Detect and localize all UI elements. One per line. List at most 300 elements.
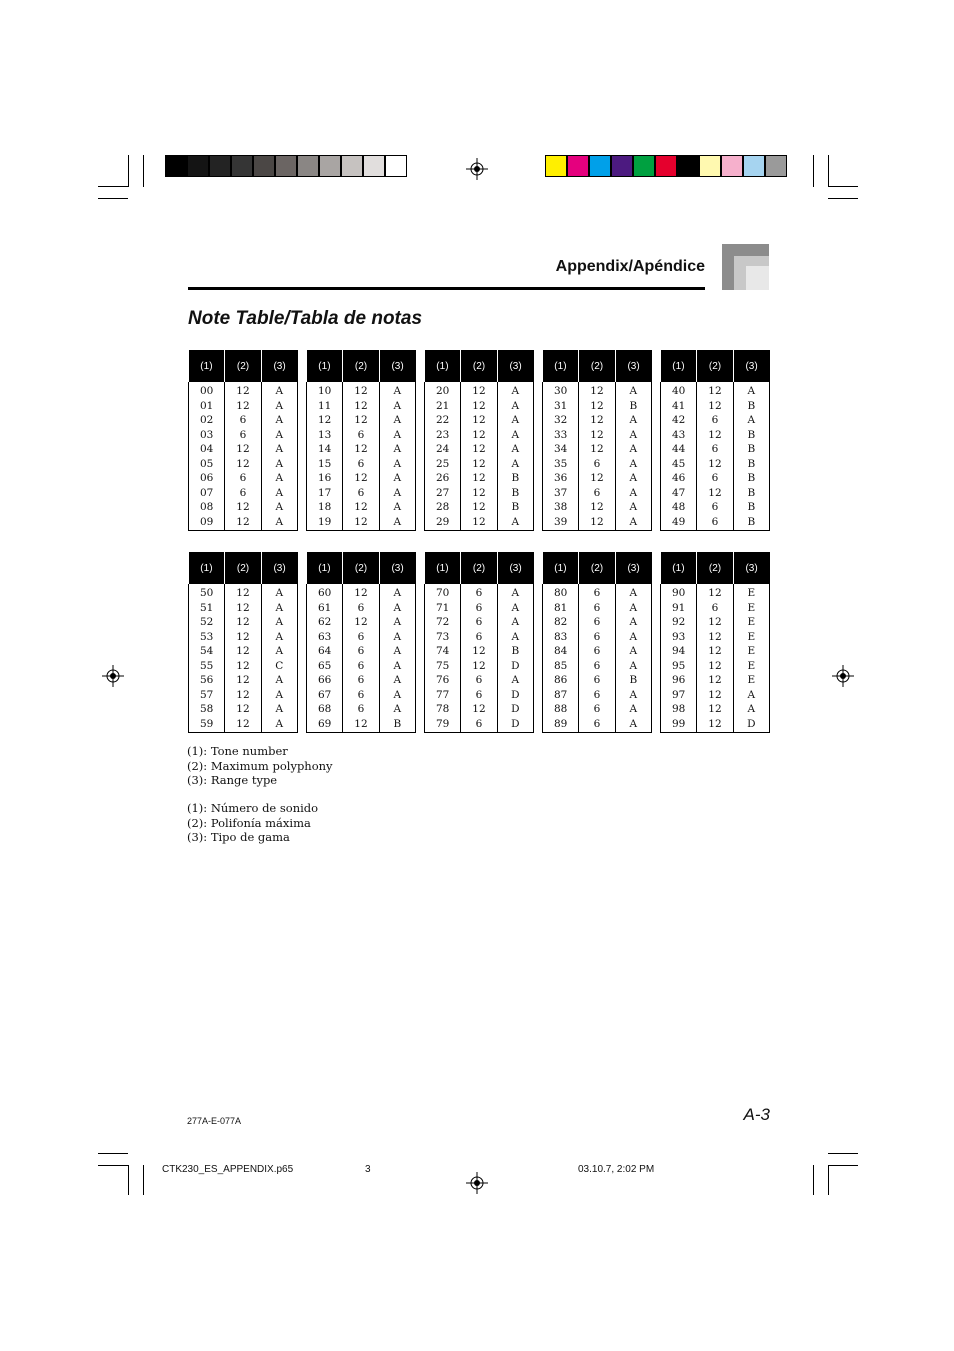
table-cell: A: [379, 413, 415, 428]
table-cell: A: [379, 615, 415, 630]
table-cell: B: [497, 644, 533, 659]
table-cell: 6: [343, 428, 379, 443]
table-row: [189, 471, 298, 486]
table-cell: 12: [461, 500, 497, 515]
crop-mark: [143, 155, 144, 187]
table-cell: 6: [697, 442, 733, 457]
table-cell: 12: [697, 584, 733, 601]
table-row: [661, 413, 770, 428]
table-cell: A: [497, 673, 533, 688]
table-row: [189, 702, 298, 717]
color-swatch: [567, 155, 589, 177]
table-cell: A: [379, 644, 415, 659]
table-row: [661, 399, 770, 414]
table-cell: A: [261, 688, 297, 703]
table-cell: 87: [543, 688, 579, 703]
table-row: [661, 584, 770, 601]
table-cell: A: [615, 471, 651, 486]
table-cell: A: [615, 584, 651, 601]
table-cell: 6: [461, 615, 497, 630]
table-cell: A: [379, 399, 415, 414]
table-cell: B: [733, 471, 769, 486]
table-cell: 08: [189, 500, 225, 515]
table-cell: 12: [697, 382, 733, 399]
table-row: [189, 659, 298, 674]
column-header: (2): [461, 350, 497, 382]
table-cell: 46: [661, 471, 697, 486]
table-row: [661, 442, 770, 457]
table-row: [189, 457, 298, 472]
table-cell: 12: [579, 515, 615, 531]
table-cell: 35: [543, 457, 579, 472]
table-cell: 06: [189, 471, 225, 486]
table-row: [425, 457, 534, 472]
table-cell: 12: [697, 428, 733, 443]
table-row: [543, 428, 652, 443]
column-header: (1): [543, 552, 579, 584]
table-cell: 44: [661, 442, 697, 457]
table-cell: 12: [307, 413, 343, 428]
crop-mark: [98, 1165, 128, 1166]
table-cell: A: [615, 428, 651, 443]
table-row: [425, 500, 534, 515]
table-cell: A: [379, 442, 415, 457]
column-header: (2): [225, 552, 261, 584]
table-row: [189, 673, 298, 688]
table-cell: A: [261, 413, 297, 428]
page-title: Note Table/Tabla de notas: [188, 308, 423, 329]
table-cell: 21: [425, 399, 461, 414]
table-row: [307, 702, 416, 717]
note-table: [542, 350, 652, 531]
table-cell: A: [497, 601, 533, 616]
table-cell: 12: [461, 399, 497, 414]
crop-mark: [128, 155, 129, 187]
table-cell: A: [497, 515, 533, 531]
table-cell: 12: [225, 688, 261, 703]
table-cell: A: [261, 399, 297, 414]
table-cell: A: [261, 644, 297, 659]
table-cell: 12: [343, 399, 379, 414]
table-cell: 67: [307, 688, 343, 703]
table-cell: 12: [579, 471, 615, 486]
table-cell: A: [261, 630, 297, 645]
table-cell: A: [615, 702, 651, 717]
column-header: (3): [497, 350, 533, 382]
table-cell: 64: [307, 644, 343, 659]
table-row: [425, 615, 534, 630]
table-cell: 78: [425, 702, 461, 717]
table-cell: A: [733, 413, 769, 428]
table-row: [425, 399, 534, 414]
table-cell: 60: [307, 584, 343, 601]
table-cell: A: [379, 500, 415, 515]
registration-mark-icon: [102, 665, 124, 687]
table-cell: A: [379, 486, 415, 501]
table-cell: 24: [425, 442, 461, 457]
table-cell: 81: [543, 601, 579, 616]
column-header: (3): [733, 350, 769, 382]
table-row: [189, 382, 298, 399]
table-cell: D: [733, 717, 769, 733]
column-header: (2): [697, 350, 733, 382]
table-cell: A: [261, 442, 297, 457]
table-cell: 12: [225, 717, 261, 733]
table-cell: 12: [225, 702, 261, 717]
table-cell: 55: [189, 659, 225, 674]
table-cell: 6: [579, 630, 615, 645]
table-cell: A: [379, 457, 415, 472]
table-cell: 50: [189, 584, 225, 601]
gray-swatch: [275, 155, 297, 177]
gray-swatch: [363, 155, 385, 177]
table-cell: 6: [343, 673, 379, 688]
table-cell: 07: [189, 486, 225, 501]
table-cell: 12: [343, 442, 379, 457]
table-cell: B: [733, 428, 769, 443]
crop-mark: [828, 155, 829, 187]
table-row: [307, 584, 416, 601]
table-cell: A: [733, 688, 769, 703]
table-cell: 70: [425, 584, 461, 601]
table-cell: 6: [579, 457, 615, 472]
table-row: [543, 500, 652, 515]
table-cell: 6: [461, 584, 497, 601]
table-cell: E: [733, 673, 769, 688]
table-cell: B: [497, 500, 533, 515]
table-cell: 20: [425, 382, 461, 399]
table-cell: 12: [343, 717, 379, 733]
crop-mark: [98, 186, 128, 187]
section-tab-marker-core: [746, 266, 769, 290]
table-cell: 76: [425, 673, 461, 688]
column-header: (3): [615, 350, 651, 382]
table-cell: A: [615, 382, 651, 399]
color-swatch: [633, 155, 655, 177]
crop-mark: [98, 198, 128, 199]
table-cell: A: [261, 471, 297, 486]
table-cell: 73: [425, 630, 461, 645]
table-row: [189, 615, 298, 630]
table-cell: A: [261, 584, 297, 601]
table-row: [307, 717, 416, 733]
gray-swatch: [385, 155, 407, 177]
table-cell: 62: [307, 615, 343, 630]
table-cell: A: [497, 399, 533, 414]
table-cell: 6: [579, 673, 615, 688]
note-table: [188, 350, 298, 531]
table-cell: 6: [697, 500, 733, 515]
table-cell: 51: [189, 601, 225, 616]
table-cell: 92: [661, 615, 697, 630]
table-row: [543, 659, 652, 674]
table-cell: 12: [461, 457, 497, 472]
table-cell: 6: [579, 659, 615, 674]
table-cell: 75: [425, 659, 461, 674]
note-table: [660, 552, 770, 733]
note-table: [306, 350, 416, 531]
table-row: [543, 615, 652, 630]
table-cell: A: [497, 630, 533, 645]
table-cell: A: [261, 486, 297, 501]
table-cell: A: [497, 584, 533, 601]
table-cell: 17: [307, 486, 343, 501]
table-cell: 12: [225, 659, 261, 674]
note-table: [306, 552, 416, 733]
table-cell: A: [615, 615, 651, 630]
table-cell: A: [261, 500, 297, 515]
table-cell: 6: [697, 471, 733, 486]
table-cell: A: [497, 615, 533, 630]
table-row: [189, 688, 298, 703]
table-cell: 15: [307, 457, 343, 472]
table-cell: A: [733, 382, 769, 399]
table-row: [661, 702, 770, 717]
table-cell: A: [615, 688, 651, 703]
table-cell: 12: [343, 584, 379, 601]
table-cell: 57: [189, 688, 225, 703]
table-cell: A: [379, 688, 415, 703]
table-cell: E: [733, 601, 769, 616]
table-row: [307, 644, 416, 659]
crop-mark: [828, 1165, 829, 1195]
table-cell: 49: [661, 515, 697, 531]
color-swatch: [655, 155, 677, 177]
table-cell: A: [261, 615, 297, 630]
table-cell: A: [379, 428, 415, 443]
table-cell: 11: [307, 399, 343, 414]
file-name: CTK230_ES_APPENDIX.p65: [162, 1164, 294, 1175]
table-row: [307, 486, 416, 501]
table-cell: 6: [697, 413, 733, 428]
column-header: (2): [225, 350, 261, 382]
table-cell: 6: [579, 584, 615, 601]
table-cell: A: [615, 601, 651, 616]
table-cell: A: [615, 457, 651, 472]
table-cell: 04: [189, 442, 225, 457]
table-row: [661, 615, 770, 630]
note-table: [660, 350, 770, 531]
color-swatch: [743, 155, 765, 177]
table-cell: 39: [543, 515, 579, 531]
color-swatch: [765, 155, 787, 177]
table-row: [661, 688, 770, 703]
table-cell: 12: [225, 584, 261, 601]
table-cell: 6: [461, 601, 497, 616]
table-row: [425, 717, 534, 733]
table-row: [661, 471, 770, 486]
legend-line: (1): Número de sonido: [187, 801, 319, 815]
table-cell: 12: [225, 673, 261, 688]
table-cell: 6: [343, 659, 379, 674]
registration-mark-icon: [466, 158, 488, 180]
table-cell: 6: [343, 457, 379, 472]
table-cell: 12: [225, 442, 261, 457]
table-cell: 12: [579, 382, 615, 399]
table-cell: 54: [189, 644, 225, 659]
table-row: [189, 428, 298, 443]
table-cell: 05: [189, 457, 225, 472]
table-cell: A: [615, 659, 651, 674]
table-cell: 12: [461, 702, 497, 717]
crop-mark: [143, 1165, 144, 1195]
table-row: [543, 717, 652, 733]
column-header: (1): [189, 350, 225, 382]
table-row: [543, 413, 652, 428]
table-cell: 6: [579, 486, 615, 501]
table-cell: 12: [225, 399, 261, 414]
table-cell: 12: [461, 486, 497, 501]
table-cell: 90: [661, 584, 697, 601]
column-header: (1): [307, 552, 343, 584]
table-row: [189, 717, 298, 733]
table-row: [543, 486, 652, 501]
table-cell: 12: [697, 688, 733, 703]
table-cell: B: [497, 486, 533, 501]
column-header: (1): [425, 350, 461, 382]
table-row: [189, 515, 298, 531]
color-swatch: [699, 155, 721, 177]
table-cell: A: [379, 471, 415, 486]
table-row: [661, 601, 770, 616]
table-row: [425, 659, 534, 674]
table-cell: 96: [661, 673, 697, 688]
table-cell: 6: [697, 515, 733, 531]
table-cell: 88: [543, 702, 579, 717]
table-cell: A: [497, 442, 533, 457]
table-cell: A: [615, 515, 651, 531]
column-header: (2): [579, 552, 615, 584]
table-cell: 83: [543, 630, 579, 645]
column-header: (1): [425, 552, 461, 584]
table-cell: 12: [579, 442, 615, 457]
table-cell: 98: [661, 702, 697, 717]
table-cell: A: [379, 515, 415, 531]
table-cell: D: [497, 717, 533, 733]
table-row: [307, 382, 416, 399]
table-cell: 6: [579, 688, 615, 703]
print-timestamp: 03.10.7, 2:02 PM: [578, 1164, 655, 1175]
table-cell: E: [733, 584, 769, 601]
gray-swatch: [297, 155, 319, 177]
table-cell: 6: [579, 702, 615, 717]
table-cell: 63: [307, 630, 343, 645]
column-header: (1): [189, 552, 225, 584]
crop-mark: [98, 1153, 128, 1154]
table-row: [307, 630, 416, 645]
table-cell: B: [733, 399, 769, 414]
table-cell: 12: [579, 413, 615, 428]
table-cell: B: [379, 717, 415, 733]
table-cell: B: [733, 457, 769, 472]
table-row: [543, 515, 652, 531]
table-row: [425, 702, 534, 717]
table-cell: 6: [343, 644, 379, 659]
table-cell: 85: [543, 659, 579, 674]
gray-swatch: [319, 155, 341, 177]
table-row: [425, 644, 534, 659]
table-cell: 18: [307, 500, 343, 515]
table-cell: A: [379, 584, 415, 601]
table-cell: 94: [661, 644, 697, 659]
table-cell: 12: [697, 659, 733, 674]
table-cell: B: [733, 486, 769, 501]
table-cell: 6: [461, 630, 497, 645]
table-cell: 6: [579, 615, 615, 630]
table-row: [661, 717, 770, 733]
table-cell: A: [733, 702, 769, 717]
crop-mark: [828, 198, 858, 199]
table-cell: 27: [425, 486, 461, 501]
table-cell: A: [261, 717, 297, 733]
table-row: [425, 630, 534, 645]
table-row: [661, 486, 770, 501]
column-header: (1): [661, 552, 697, 584]
table-row: [543, 584, 652, 601]
table-cell: A: [379, 673, 415, 688]
table-row: [661, 457, 770, 472]
table-cell: A: [379, 659, 415, 674]
table-row: [307, 500, 416, 515]
table-row: [307, 413, 416, 428]
table-cell: 12: [579, 500, 615, 515]
table-row: [189, 486, 298, 501]
table-row: [543, 457, 652, 472]
table-cell: 79: [425, 717, 461, 733]
table-cell: A: [379, 601, 415, 616]
table-cell: B: [497, 471, 533, 486]
table-cell: 82: [543, 615, 579, 630]
table-row: [307, 442, 416, 457]
table-cell: A: [615, 442, 651, 457]
table-row: [543, 382, 652, 399]
crop-mark: [128, 1165, 129, 1195]
table-cell: 26: [425, 471, 461, 486]
registration-mark-icon: [832, 665, 854, 687]
table-row: [307, 673, 416, 688]
table-cell: 6: [461, 688, 497, 703]
table-cell: 6: [579, 644, 615, 659]
table-cell: 6: [461, 717, 497, 733]
column-header: (2): [697, 552, 733, 584]
table-cell: 16: [307, 471, 343, 486]
table-cell: D: [497, 688, 533, 703]
table-cell: 29: [425, 515, 461, 531]
color-swatch: [545, 155, 567, 177]
table-cell: A: [497, 428, 533, 443]
table-cell: 28: [425, 500, 461, 515]
table-row: [307, 457, 416, 472]
table-cell: 03: [189, 428, 225, 443]
table-cell: 19: [307, 515, 343, 531]
table-cell: 12: [697, 486, 733, 501]
table-cell: 68: [307, 702, 343, 717]
table-row: [189, 399, 298, 414]
table-cell: 36: [543, 471, 579, 486]
table-cell: 61: [307, 601, 343, 616]
table-cell: 12: [461, 428, 497, 443]
table-cell: A: [261, 601, 297, 616]
table-cell: 12: [579, 399, 615, 414]
table-cell: 12: [461, 644, 497, 659]
table-row: [661, 644, 770, 659]
table-row: [661, 428, 770, 443]
crop-mark: [828, 1153, 858, 1154]
table-cell: 12: [697, 673, 733, 688]
table-cell: 71: [425, 601, 461, 616]
table-cell: 97: [661, 688, 697, 703]
table-cell: 37: [543, 486, 579, 501]
